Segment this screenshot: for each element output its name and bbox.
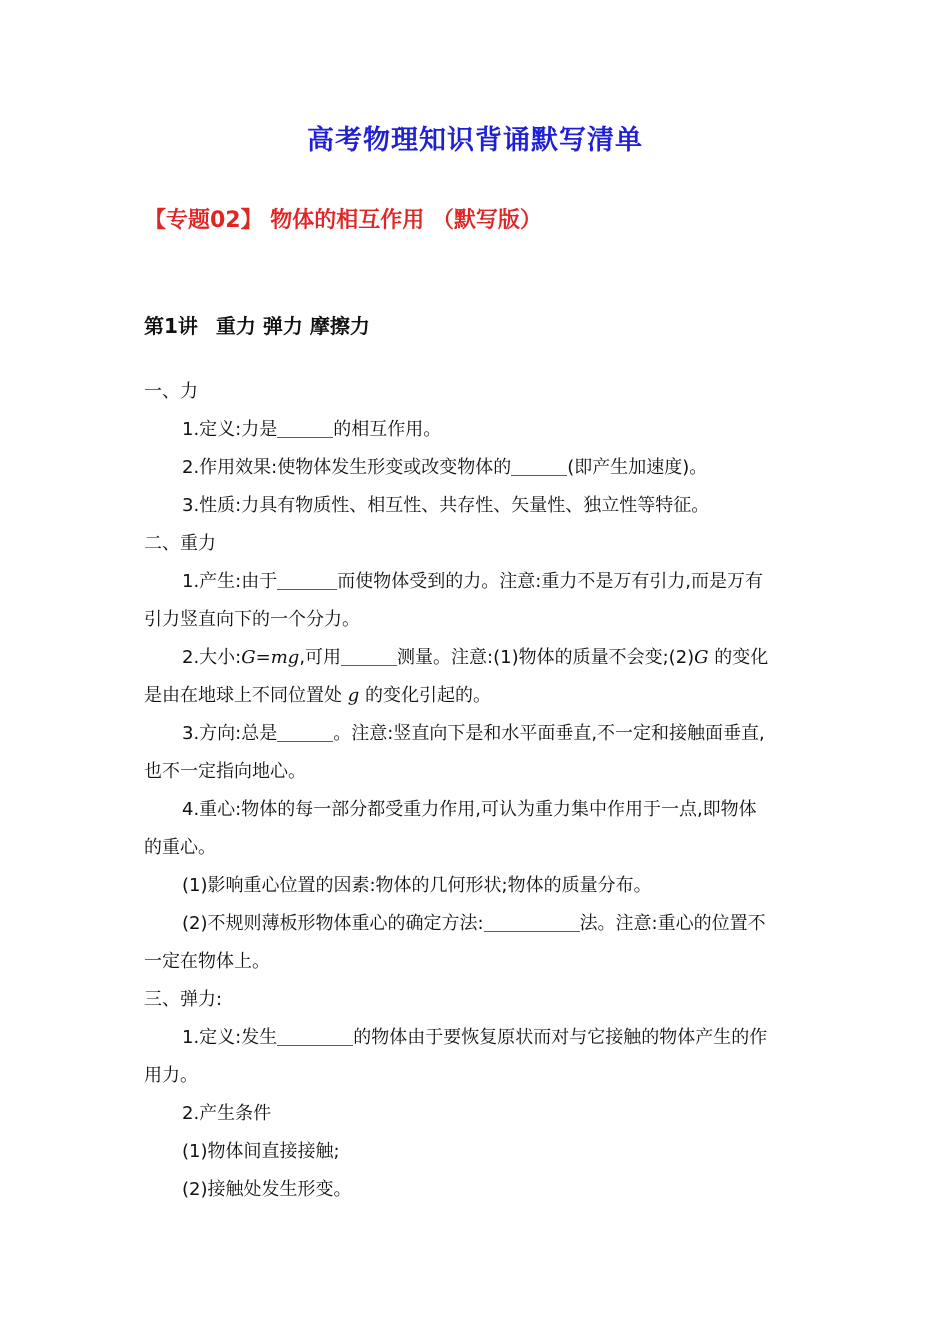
topic-subtitle: 【专题02】 物体的相互作用 （默写版） [144, 208, 542, 233]
section-heading: 二、重力 [144, 533, 216, 554]
paragraph: (1)影响重心位置的因素:物体的几何形状;物体的质量分布。 [182, 875, 652, 896]
text: 测量。注意:(1)物体的质量不会变;(2) [397, 647, 695, 668]
fill-blank[interactable] [277, 571, 337, 590]
formula: G=mg [241, 647, 300, 668]
paragraph [182, 570, 846, 594]
text: 的变化 [708, 647, 769, 668]
text: 1.产生:由于 [182, 571, 278, 592]
paragraph [182, 646, 846, 670]
paragraph-continuation: 也不一定指向地心。 [144, 761, 306, 782]
text: 是由在地球上不同位置处 [144, 685, 348, 706]
text: 1.定义:发生 [182, 1027, 278, 1048]
fill-blank[interactable] [277, 1027, 353, 1046]
text: 1.定义:力是 [182, 419, 278, 440]
paragraph [182, 722, 846, 746]
paragraph-continuation: 用力。 [144, 1065, 198, 1086]
fill-blank[interactable] [277, 723, 333, 742]
paragraph: (1)物体间直接接触; [182, 1141, 340, 1162]
text: 的相互作用。 [333, 419, 442, 440]
text: 3.方向:总是 [182, 723, 278, 744]
text: 2.作用效果:使物体发生形变或改变物体的 [182, 457, 512, 478]
lecture-heading [144, 310, 388, 339]
paragraph-continuation: 引力竖直向下的一个分力。 [144, 609, 360, 630]
lecture-topics: 重力 弹力 摩擦力 [215, 314, 370, 338]
lecture-number: 第1讲 [144, 314, 198, 338]
paragraph [182, 912, 846, 936]
paragraph [182, 418, 846, 442]
text: 而使物体受到的力。注意:重力不是万有引力,而是万有 [337, 571, 764, 592]
section-heading: 三、弹力: [144, 989, 223, 1010]
fill-blank[interactable] [511, 457, 567, 476]
paragraph [182, 1026, 846, 1050]
text: ,可用 [299, 647, 342, 668]
page-title: 高考物理知识背诵默写清单 [307, 125, 643, 156]
paragraph: (2)接触处发生形变。 [182, 1179, 352, 1200]
fill-blank[interactable] [277, 419, 333, 438]
paragraph: 2.产生条件 [182, 1103, 272, 1124]
paragraph: 4.重心:物体的每一部分都受重力作用,可认为重力集中作用于一点,即物体 [182, 799, 757, 820]
text: 。注意:竖直向下是和水平面垂直,不一定和接触面垂直, [333, 723, 765, 744]
text: 的物体由于要恢复原状而对与它接触的物体产生的作 [353, 1027, 768, 1048]
section-heading: 一、力 [144, 381, 198, 402]
formula: g [347, 685, 360, 706]
paragraph-continuation: 的重心。 [144, 837, 216, 858]
text: 的变化引起的。 [359, 685, 491, 706]
text: 2.大小: [182, 647, 242, 668]
fill-blank[interactable] [341, 647, 397, 666]
text: (2)不规则薄板形物体重心的确定方法: [182, 913, 484, 934]
paragraph-continuation: 一定在物体上。 [144, 951, 270, 972]
paragraph [182, 456, 846, 480]
text: 法。注意:重心的位置不 [579, 913, 766, 934]
paragraph-continuation [144, 684, 808, 708]
fill-blank[interactable] [484, 913, 580, 932]
paragraph: 3.性质:力具有物质性、相互性、共存性、矢量性、独立性等特征。 [182, 495, 710, 516]
formula: G [694, 647, 709, 668]
text: (即产生加速度)。 [567, 457, 708, 478]
